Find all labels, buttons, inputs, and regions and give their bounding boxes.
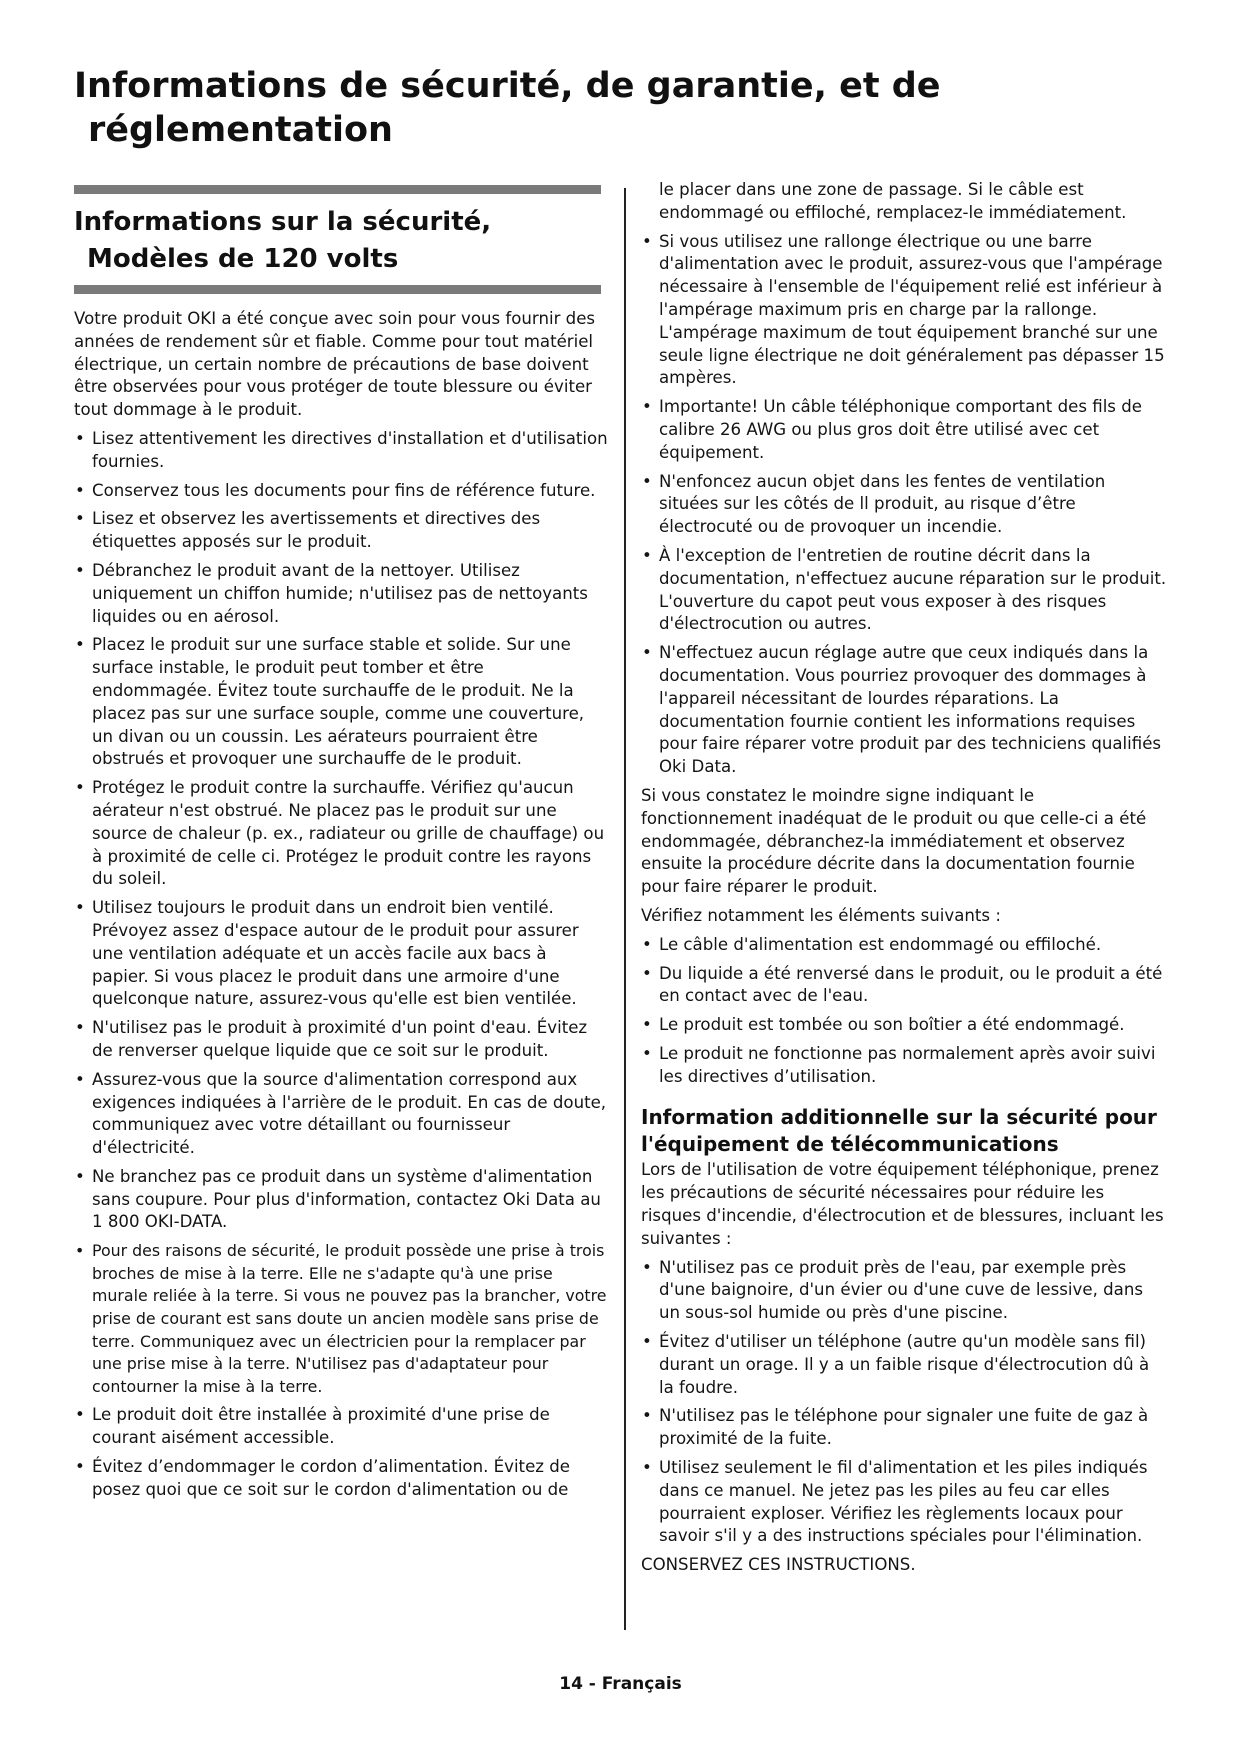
list-item: • N'enfoncez aucun objet dans les fentes de ventilation situées sur les côtés de ll produit, au risque d’être électrocuté ou de provoquer un incendie.	[641, 471, 1169, 539]
list-item: • Ne branchez pas ce produit dans un système d'alimentation sans coupure. Pour plus d'information, contactez Oki Data au 1 800 OKI-DATA.	[74, 1166, 608, 1234]
list-item: • Le câble d'alimentation est endommagé ou effiloché.	[641, 934, 1169, 957]
damage-paragraph: Si vous constatez le moindre signe indiquant le fonctionnement inadéquat de le produit ou que celle-ci a été endommagée, débranchez-la immédiatement et observez ensuite la procédure décrite dans la documentation fournie pour faire réparer le produit.	[641, 785, 1147, 897]
list-item: • Placez le produit sur une surface stable et solide. Sur une surface instable, le produit peut tomber et être endommagée. Évitez toute surchauffe de le produit. Ne la placez pas sur une surface souple, comme une couverture, un divan ou un coussin. Les aérateurs pourraient être obstrués et provoquer une surchauffe de le produit.	[74, 634, 608, 771]
list-item: • Importante! Un câble téléphonique comportant des fils de calibre 26 AWG ou plus gros doit être utilisé avec cet équipement.	[641, 396, 1169, 464]
section-heading	[74, 204, 604, 278]
section-heading-line-2: Modèles de 120 volts	[87, 244, 399, 274]
right-column	[641, 179, 1169, 1583]
list-item: • Le produit doit être installée à proximité d'une prise de courant aisément accessible.	[74, 1404, 608, 1450]
list-item: • N'utilisez pas le produit à proximité d'un point d'eau. Évitez de renverser quelque liquide que ce soit sur le produit.	[74, 1017, 608, 1063]
list-item: • Utilisez toujours le produit dans un endroit bien ventilé. Prévoyez assez d'espace autour de le produit pour assurer une ventilation adéquate et un accès facile aux bacs à papier. Si vous placez le produit dans une armoire d'une quelconque nature, assurez-vous qu'elle est bien ventilée.	[74, 897, 608, 1011]
list-item: • Le produit est tombée ou son boîtier a été endommagé.	[641, 1014, 1169, 1037]
page-title-line-1: Informations de sécurité, de garantie, et de	[74, 66, 941, 106]
telecom-list	[641, 1257, 1169, 1549]
list-item: • Lisez et observez les avertissements et directives des étiquettes apposés sur le produit.	[74, 508, 608, 554]
safety-list-left	[74, 428, 608, 1502]
list-item: • Utilisez seulement le fil d'alimentation et les piles indiqués dans ce manuel. Ne jetez pas les piles au feu car elles pourraient exploser. Vérifiez les règlements locaux pour savoir s'il y a des instructions spéciales pour l'élimination.	[641, 1457, 1169, 1548]
closing-note: CONSERVEZ CES INSTRUCTIONS.	[641, 1555, 916, 1575]
intro-paragraph: Votre produit OKI a été conçue avec soin pour vous fournir des années de rendement sûr et fiable. Comme pour tout matériel électrique, un certain nombre de précautions de base doivent être observées pour vous protéger de toute blessure ou éviter tout dommage à le produit.	[74, 309, 596, 420]
list-item: • Protégez le produit contre la surchauffe. Vérifiez qu'aucun aérateur n'est obstrué. Ne placez pas le produit sur une source de chaleur (p. ex., radiateur ou grille de chauffage) ou à proximité de celle ci. Protégez le produit contre les rayons du soleil.	[74, 777, 608, 891]
list-item: • N'utilisez pas le téléphone pour signaler une fuite de gaz à proximité de la fuite.	[641, 1405, 1169, 1451]
list-item: • Si vous utilisez une rallonge électrique ou une barre d'alimentation avec le produit, assurez-vous que l'ampérage nécessaire à l'ensemble de l'équipement relié est inférieur à l'ampérage maximum pris en charge par la rallonge. L'ampérage maximum de tout équipement branché sur une seule ligne électrique ne doit généralement pas dépasser 15 ampères.	[641, 231, 1169, 391]
page-footer: 14 - Français	[559, 1674, 682, 1694]
column-divider	[624, 188, 626, 1630]
list-item: • Évitez d'utiliser un téléphone (autre qu'un modèle sans fil) durant un orage. Il y a un faible risque d'électrocution dû à la foudre.	[641, 1331, 1169, 1399]
section-top-bar	[74, 185, 601, 194]
list-item: • Assurez-vous que la source d'alimentation correspond aux exigences indiquées à l'arrière de le produit. En cas de doute, communiquez avec votre détaillant ou fournisseur d'électricité.	[74, 1069, 608, 1160]
section-heading-line-1: Informations sur la sécurité,	[74, 207, 492, 237]
section-bottom-bar	[74, 285, 601, 294]
list-item: • Le produit ne fonctionne pas normalement après avoir suivi les directives d’utilisation.	[641, 1043, 1169, 1089]
left-column	[74, 308, 608, 1508]
list-item: • Du liquide a été renversé dans le produit, ou le produit a été en contact avec de l'eau.	[641, 963, 1169, 1009]
list-item: • Conservez tous les documents pour fins de référence future.	[74, 480, 608, 503]
list-item: • À l'exception de l'entretien de routine décrit dans la documentation, n'effectuez aucune réparation sur le produit. L'ouverture du capot peut vous exposer à des risques d'électrocution ou autres.	[641, 545, 1169, 636]
list-item: • Débranchez le produit avant de la nettoyer. Utilisez uniquement un chiffon humide; n'utilisez pas de nettoyants liquides ou en aérosol.	[74, 560, 608, 628]
list-item-continuation: le placer dans une zone de passage. Si le câble est endommagé ou effiloché, remplacez-le immédiatement.	[659, 180, 1127, 222]
safety-list-right	[641, 231, 1169, 779]
page-title	[74, 64, 1174, 152]
telecom-intro: Lors de l'utilisation de votre équipement téléphonique, prenez les précautions de sécurité nécessaires pour réduire les risques d'incendie, d'électrocution et de blessures, incluant les suivantes :	[641, 1160, 1164, 1248]
check-list	[641, 934, 1169, 1089]
list-item: • Pour des raisons de sécurité, le produit possède une prise à trois broches de mise à la terre. Elle ne s'adapte qu'à une prise murale reliée à la terre. Si vous ne pouvez pas la brancher, votre prise de courant est sans doute un ancien modèle sans prise de terre. Communiquez avec un électricien pour la remplacer par une prise mise à la terre. N'utilisez pas d'adaptateur pour contourner la mise à la terre.	[74, 1240, 608, 1398]
check-intro: Vérifiez notamment les éléments suivants :	[641, 905, 1001, 925]
list-item: • Lisez attentivement les directives d'installation et d'utilisation fournies.	[74, 428, 608, 474]
list-item: • N'effectuez aucun réglage autre que ceux indiqués dans la documentation. Vous pourriez provoquer des dommages à l'appareil nécessitant de lourdes réparations. La documentation fournie contient les informations requises pour faire réparer votre produit par des techniciens qualifiés Oki Data.	[641, 642, 1169, 779]
page-title-line-2: réglementation	[88, 110, 393, 150]
list-item: • N'utilisez pas ce produit près de l'eau, par exemple près d'une baignoire, d'un évier ou d'une cuve de lessive, dans un sous-sol humide ou près d'une piscine.	[641, 1257, 1169, 1325]
list-item: • Évitez d’endommager le cordon d’alimentation. Évitez de posez quoi que ce soit sur le cordon d'alimentation ou de	[74, 1456, 608, 1502]
telecom-heading: Information additionnelle sur la sécurité pour l'équipement de télécommunications	[641, 1105, 1157, 1157]
